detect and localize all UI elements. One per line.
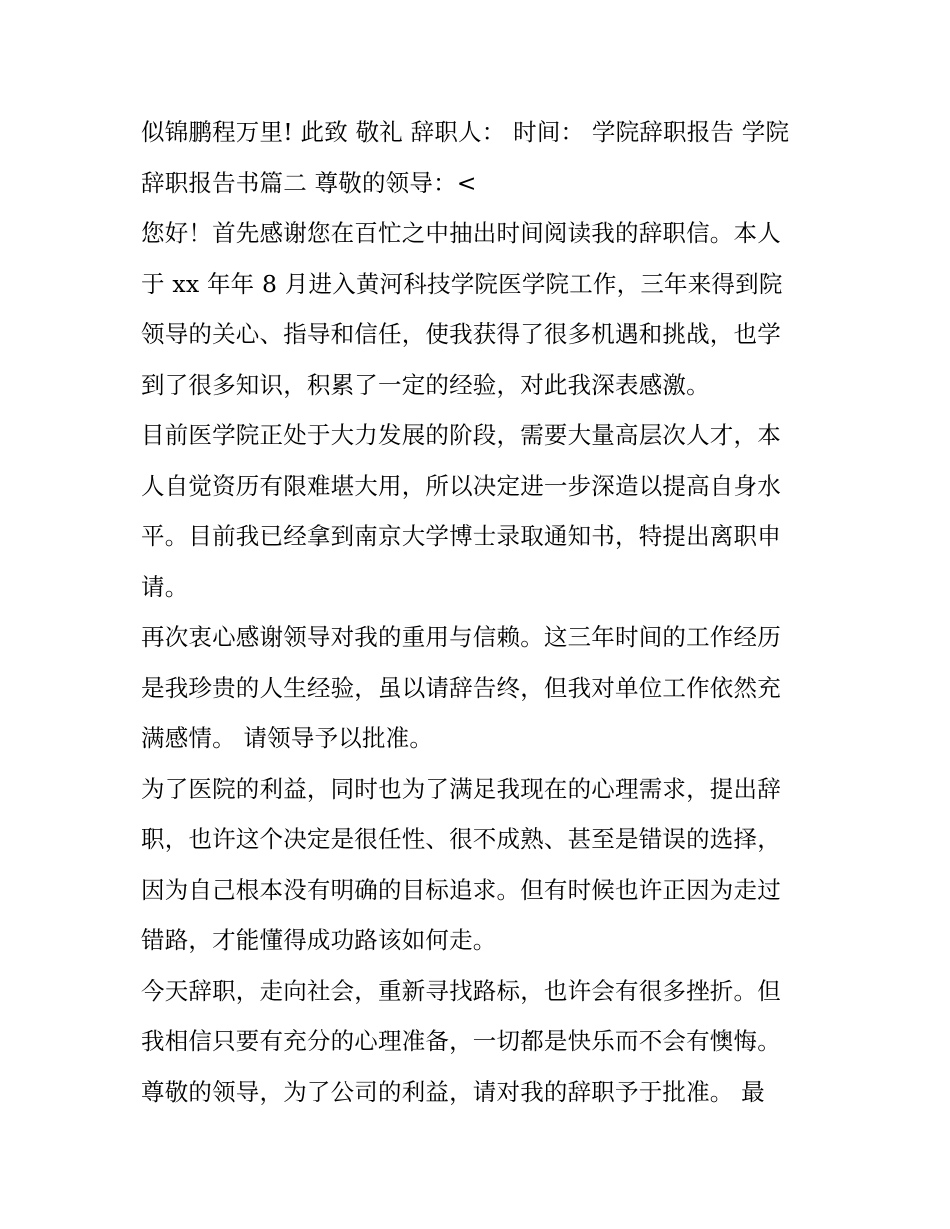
paragraph-decision (141, 764, 821, 966)
paragraph-closing-and-heading (141, 107, 821, 208)
text-line: 今天辞职，走向社会，重新寻找路标，也许会有很多挫折。但 (141, 976, 781, 1005)
text-line: 请。 (141, 572, 189, 601)
paragraph-greeting (141, 208, 821, 410)
text-line: 您好！首先感谢您在百忙之中抽出时间阅读我的辞职信。本人 (141, 219, 781, 247)
text-line: 满感情。 请领导予以批准。 (141, 724, 434, 752)
text-line: 为了医院的利益，同时也为了满足我现在的心理需求，提出辞 (141, 774, 781, 803)
text-line: 尊敬的领导，为了公司的利益，请对我的辞职予于批准。 最 (141, 1077, 765, 1106)
text-line: 我相信只要有充分的心理准备，一切都是快乐而不会有懊悔。 (141, 1027, 781, 1055)
text-line: 再次衷心感谢领导对我的重用与信赖。这三年时间的工作经历 (141, 623, 781, 651)
paragraph-reason (141, 410, 821, 612)
text-line: 错路，才能懂得成功路该如何走。 (141, 926, 497, 954)
text-line: 目前医学院正处于大力发展的阶段，需要大量高层次人才，本 (141, 421, 781, 449)
text-line: 人自觉资历有限难堪大用，所以决定进一步深造以提高自身水 (141, 471, 781, 500)
text-line: 于 xx 年年 8 月进入黄河科技学院医学院工作，三年来得到院 (141, 269, 783, 298)
text-line: 因为自己根本没有明确的目标追求。但有时候也许正因为走过 (141, 875, 781, 904)
paragraph-conclusion (141, 966, 821, 1118)
paragraph-thanks (141, 612, 821, 764)
text-line: 领导的关心、指导和信任，使我获得了很多机遇和挑战，也学 (141, 320, 781, 348)
text-line: 平。目前我已经拿到南京大学博士录取通知书，特提出离职申 (141, 522, 781, 550)
text-line: 到了很多知识，积累了一定的经验，对此我深表感激。 (141, 370, 710, 399)
text-line: 是我珍贵的人生经验，虽以请辞告终，但我对单位工作依然充 (141, 673, 781, 702)
text-line: 似锦鹏程万里! 此致 敬礼 辞职人： 时间： 学院辞职报告 学院 (141, 118, 790, 146)
text-line: 辞职报告书篇二 尊敬的领导：< (141, 168, 477, 197)
document-body (141, 107, 821, 1117)
text-line: 职，也许这个决定是很任性、很不成熟、甚至是错误的选择， (141, 825, 781, 853)
